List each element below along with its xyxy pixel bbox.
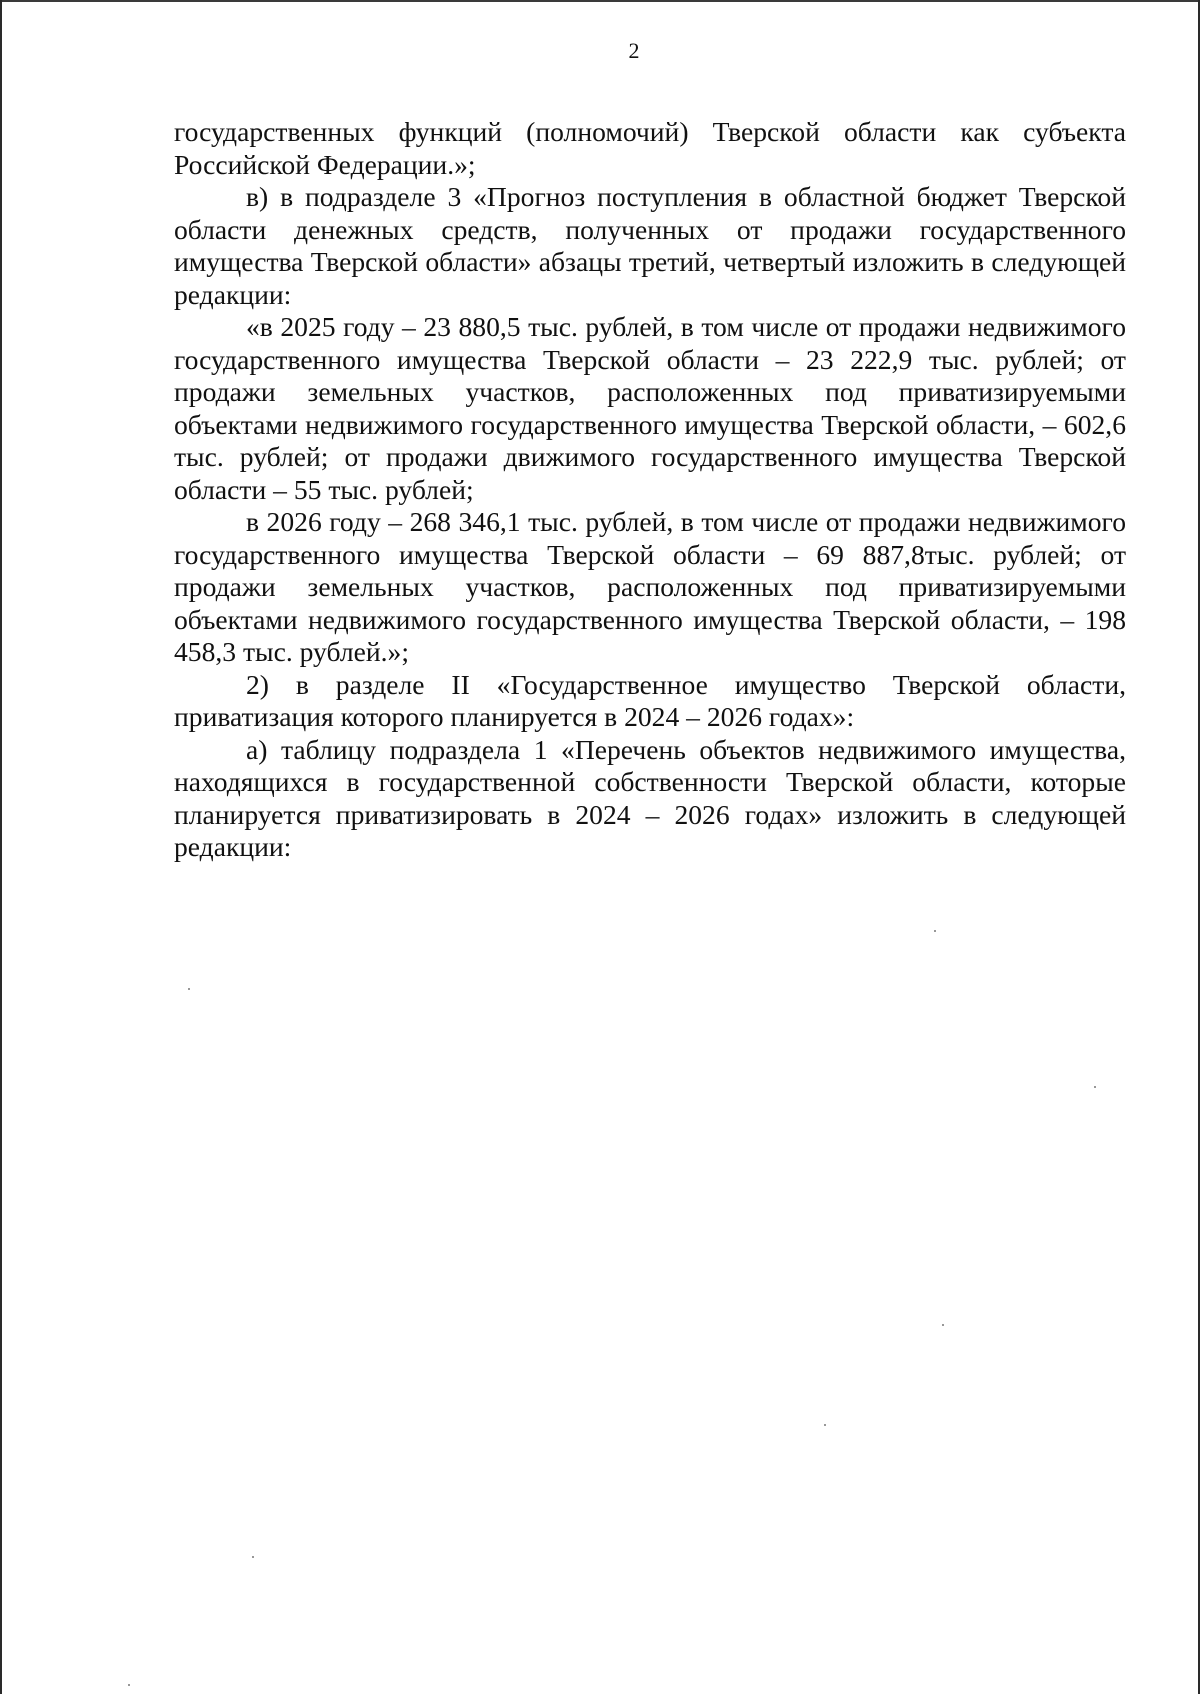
paragraph-table-intro: а) таблицу подраздела 1 «Перечень объектов недвижимого имущества, находящихся в государственной собственности Тверской области, которые планируется приватизировать в 2024 – 2026 годах» изложить в следующей редакции: [174,733,1126,862]
document-body [174,116,1126,864]
paragraph-2025-forecast: «в 2025 году – 23 880,5 тыс. рублей, в том числе от продажи недвижимого государственного имущества Тверской области – 23 222,9 тыс. рублей; от продажи земельных участков, расположенных под приватизируемыми объектами недвижимого государственного имущества Тверской области, – 602,6 тыс. рублей; от продажи движимого государственного имущества Тверской области – 55 тыс. рублей; [174,311,1126,505]
paragraph-subsection-3: в) в подразделе 3 «Прогноз поступления в областной бюджет Тверской области денежных средств, полученных от продажи государственного имущества Тверской области» абзацы третий, четвертый изложить в следующей редакции: [174,181,1126,310]
scan-border-top [0,0,1200,2]
scan-speck [128,1684,130,1686]
scan-speck [252,1556,254,1558]
paragraph-continuation: государственных функций (полномочий) Тверской области как субъекта Российской Федерации.»; [174,116,1126,180]
scan-speck [188,988,190,990]
scan-speck [934,930,936,932]
paragraph-section-2: 2) в разделе II «Государственное имущество Тверской области, приватизация которого планируется в 2024 – 2026 годах»: [174,668,1126,732]
paragraph-2026-forecast: в 2026 году – 268 346,1 тыс. рублей, в том числе от продажи недвижимого государственного имущества Тверской области – 69 887,8тыс. рублей; от продажи земельных участков, расположенных под приватизируемыми объектами недвижимого государственного имущества Тверской области, – 198 458,3 тыс. рублей.»; [174,506,1126,667]
scan-speck [1094,1086,1096,1088]
scan-speck [824,1424,826,1426]
scan-speck [942,1324,944,1326]
page-number: 2 [628,38,640,63]
scan-border-left [0,0,2,1694]
